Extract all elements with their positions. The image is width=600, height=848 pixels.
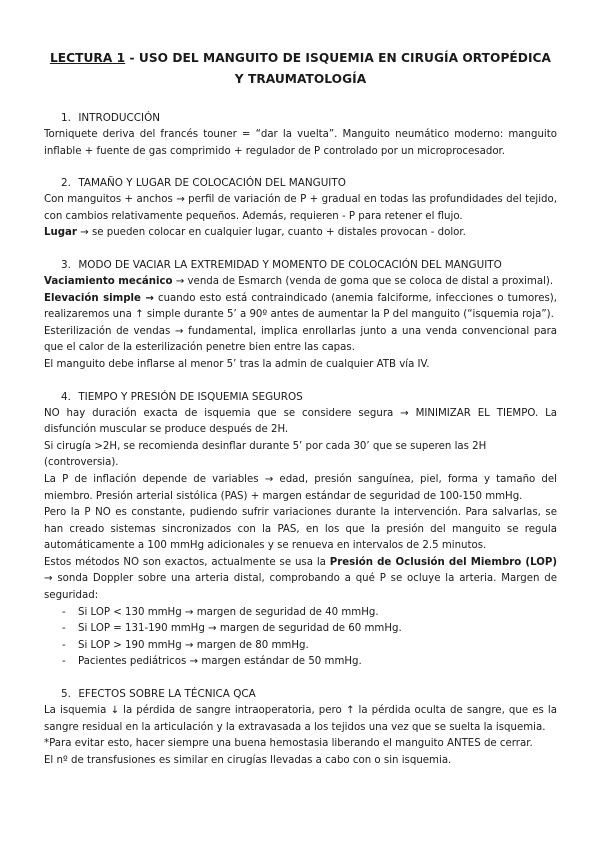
paragraph: La isquemia ↓ la pérdida de sangre intraoperatoria, pero ↑ la pérdida oculta de sangre, que es la sangre residual en la articulación y la extravasada a los tejidos una vez que se suelta la isquemia. bbox=[44, 705, 557, 733]
list-item: - Si LOP > 190 mmHg → margen de 80 mmHg. bbox=[62, 639, 309, 651]
paragraph: Pero la P NO es constante, pudiendo sufrir variaciones durante la intervención. Para salvarlas, se han creado sistemas sincronizados con la PAS, en los que la presión del manguito se regula automáticamente a 100 mmHg adicionales y se renueva en intervalos de 2.5 minutos. bbox=[44, 507, 557, 552]
paragraph: Con manguitos + anchos → perfil de variación de P + gradual en todas las profundidades del tejido, con cambios relativamente pequeños. Además, requieren - P para retener el flujo. bbox=[44, 194, 557, 222]
paragraph: NO hay duración exacta de isquemia que se considere segura → MINIMIZAR EL TIEMPO. La disfunción muscular se produce después de 2H. bbox=[44, 407, 557, 436]
paragraph: Esterilización de vendas → fundamental, implica enrollarlas junto a una venda convencional para que el calor de la esterilización penetre bien entre las capas. bbox=[44, 325, 557, 354]
section-heading: 1. INTRODUCCIÓN bbox=[61, 112, 161, 124]
list-item: - Si LOP < 130 mmHg → margen de seguridad de 40 mmHg. bbox=[62, 606, 379, 618]
section-heading: 4. TIEMPO Y PRESIÓN DE ISQUEMIA SEGUROS bbox=[61, 390, 303, 403]
paragraph: Lugar → se pueden colocar en cualquier lugar, cuanto + distales provocan - dolor. bbox=[44, 227, 466, 239]
list-item: - Pacientes pediátricos → margen estándar de 50 mmHg. bbox=[62, 656, 362, 668]
section-heading: 5. EFECTOS SOBRE LA TÉCNICA QCA bbox=[61, 688, 256, 701]
list-item: - Si LOP = 131-190 mmHg → margen de seguridad de 60 mmHg. bbox=[62, 623, 402, 635]
section-heading: 3. MODO DE VACIAR LA EXTREMIDAD Y MOMENTO DE COLOCACIÓN DEL MANGUITO bbox=[61, 258, 502, 271]
section-efectos-tecnica bbox=[44, 687, 557, 769]
section-vaciar-extremidad bbox=[44, 258, 557, 374]
paragraph: Torniquete deriva del francés touner = “dar la vuelta”. Manguito neumático moderno: manguito inflable + fuente de gas comprimido + regulador de P controlado por un microprocesador. bbox=[44, 129, 557, 157]
lop-margin-list bbox=[44, 605, 557, 671]
title-line-2: Y TRAUMATOLOGÍA bbox=[234, 72, 367, 86]
paragraph: Elevación simple → cuando esto está contraindicado (anemia falciforme, infecciones o tumores), realizaremos una ↑ simple durante 5’ a 90º antes de aumentar la P del manguito (“isquemia roja”). bbox=[44, 292, 557, 321]
paragraph: El nº de transfusiones es similar en cirugías llevadas a cabo con o sin isquemia. bbox=[44, 754, 452, 766]
section-tiempo-presion bbox=[44, 390, 557, 672]
paragraph: El manguito debe inflarse al menor 5’ tras la admin de cualquier ATB vía IV. bbox=[44, 358, 430, 370]
paragraph: La P de inflación depende de variables → edad, presión sanguínea, piel, forma y tamaño del miembro. Presión arterial sistólica (PAS) + margen estándar de seguridad de 100-150 mmHg. bbox=[44, 473, 557, 502]
section-tamano-lugar bbox=[44, 176, 557, 242]
paragraph: Estos métodos NO son exactos, actualmente se usa la Presión de Oclusión del Miembro (LOP) → sonda Doppler sobre una arteria distal, comprobando a qué P se ocluye la arteria. Margen de seguridad: bbox=[44, 556, 558, 602]
paragraph: Si cirugía >2H, se recomienda desinflar durante 5’ por cada 30’ que se superen las 2H (controversia). bbox=[44, 440, 487, 469]
paragraph: *Para evitar esto, hacer siempre una buena hemostasia liberando el manguito ANTES de cerrar. bbox=[44, 738, 533, 750]
title-lecture-label: LECTURA 1 bbox=[49, 51, 126, 65]
title-text: - USO DEL MANGUITO DE ISQUEMIA EN CIRUGÍA ORTOPÉDICA bbox=[125, 51, 552, 65]
section-introduccion bbox=[44, 111, 557, 160]
page-title bbox=[44, 48, 557, 90]
paragraph: Vaciamiento mecánico → venda de Esmarch (venda de goma que se coloca de distal a proximal). bbox=[44, 275, 554, 287]
section-heading: 2. TAMAÑO Y LUGAR DE COLOCACIÓN DEL MANGUITO bbox=[61, 177, 346, 190]
